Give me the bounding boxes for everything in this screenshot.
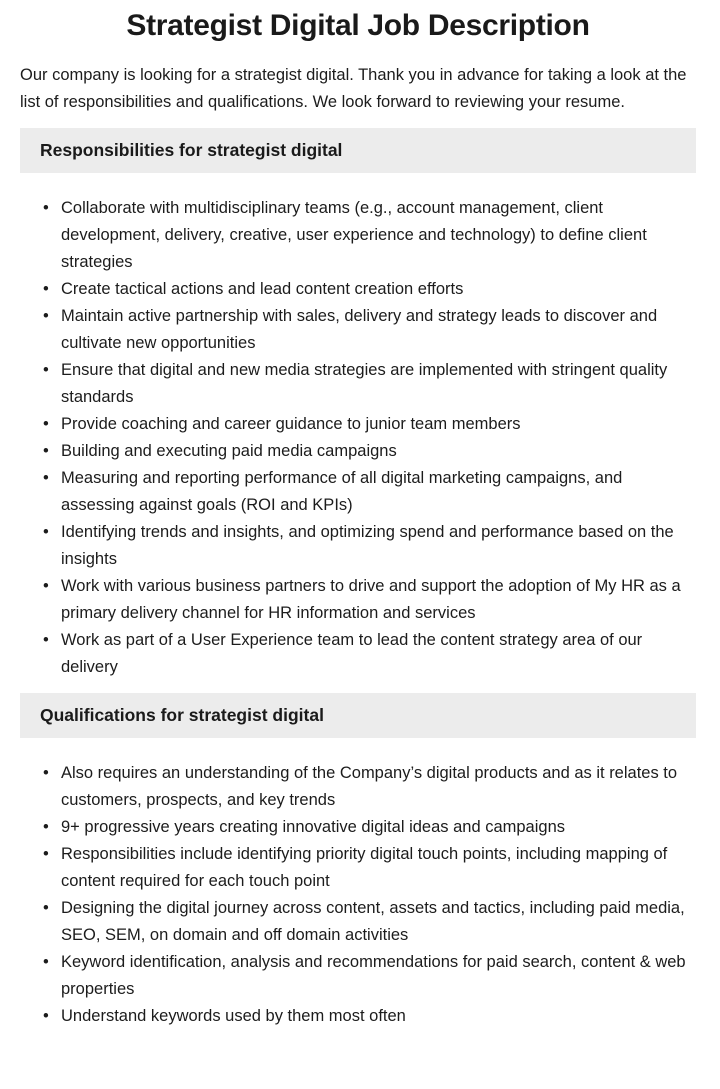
- qualifications-list: [20, 760, 696, 1030]
- list-item-text: Ensure that digital and new media strategies are implemented with stringent quality standards: [61, 361, 668, 406]
- list-item: [20, 1003, 696, 1030]
- intro-paragraph: Our company is looking for a strategist digital. Thank you in advance for taking a look at the list of responsibilities and qualifications. We look forward to reviewing your resume.: [20, 66, 687, 111]
- list-item-text: Create tactical actions and lead content creation efforts: [61, 280, 464, 298]
- list-item: [20, 519, 696, 573]
- bullet-icon: •: [43, 1007, 49, 1025]
- list-item-text: Work as part of a User Experience team to lead the content strategy area of our delivery: [61, 631, 643, 676]
- bullet-icon: •: [43, 845, 49, 863]
- job-description-page: [0, 6, 720, 1089]
- bullet-icon: •: [43, 361, 49, 379]
- qualifications-header: Qualifications for strategist digital: [20, 693, 696, 738]
- list-item: [20, 895, 696, 949]
- bullet-icon: •: [43, 199, 49, 217]
- list-item-text: Keyword identification, analysis and recommendations for paid search, content & web properties: [61, 953, 686, 998]
- list-item: [20, 841, 696, 895]
- responsibilities-header: Responsibilities for strategist digital: [20, 128, 696, 173]
- list-item-text: Designing the digital journey across content, assets and tactics, including paid media, SEO, SEM, on domain and off domain activities: [61, 899, 685, 944]
- bullet-icon: •: [43, 469, 49, 487]
- list-item: [20, 357, 696, 411]
- responsibilities-list: [20, 195, 696, 681]
- list-item: [20, 760, 696, 814]
- page-title: Strategist Digital Job Description: [126, 9, 590, 42]
- bullet-icon: •: [43, 577, 49, 595]
- bullet-icon: •: [43, 415, 49, 433]
- list-item-text: Also requires an understanding of the Company’s digital products and as it relates to customers, prospects, and key trends: [61, 764, 678, 809]
- list-item-text: Identifying trends and insights, and optimizing spend and performance based on the insights: [61, 523, 674, 568]
- list-item: [20, 627, 696, 681]
- bullet-icon: •: [43, 307, 49, 325]
- bullet-icon: •: [43, 818, 49, 836]
- list-item-text: Understand keywords used by them most often: [61, 1007, 406, 1025]
- bullet-icon: •: [43, 953, 49, 971]
- list-item-text: Measuring and reporting performance of all digital marketing campaigns, and assessing against goals (ROI and KPIs): [61, 469, 623, 514]
- list-item: [20, 195, 696, 276]
- bullet-icon: •: [43, 899, 49, 917]
- list-item: [20, 276, 696, 303]
- bullet-icon: •: [43, 523, 49, 541]
- list-item-text: Responsibilities include identifying priority digital touch points, including mapping of content required for each touch point: [61, 845, 668, 890]
- list-item: [20, 949, 696, 1003]
- list-item: [20, 465, 696, 519]
- list-item-text: Provide coaching and career guidance to junior team members: [61, 415, 521, 433]
- list-item-text: Building and executing paid media campaigns: [61, 442, 397, 460]
- bullet-icon: •: [43, 764, 49, 782]
- bullet-icon: •: [43, 442, 49, 460]
- list-item: [20, 411, 696, 438]
- list-item: [20, 303, 696, 357]
- list-item: [20, 438, 696, 465]
- list-item: [20, 573, 696, 627]
- list-item: [20, 814, 696, 841]
- bullet-icon: •: [43, 280, 49, 298]
- list-item-text: Collaborate with multidisciplinary teams (e.g., account management, client development, delivery, creative, user experience and technology) to define client strategies: [61, 199, 647, 271]
- bullet-icon: •: [43, 631, 49, 649]
- list-item-text: Work with various business partners to drive and support the adoption of My HR as a primary delivery channel for HR information and services: [61, 577, 681, 622]
- list-item-text: Maintain active partnership with sales, delivery and strategy leads to discover and cultivate new opportunities: [61, 307, 658, 352]
- list-item-text: 9+ progressive years creating innovative digital ideas and campaigns: [61, 818, 565, 836]
